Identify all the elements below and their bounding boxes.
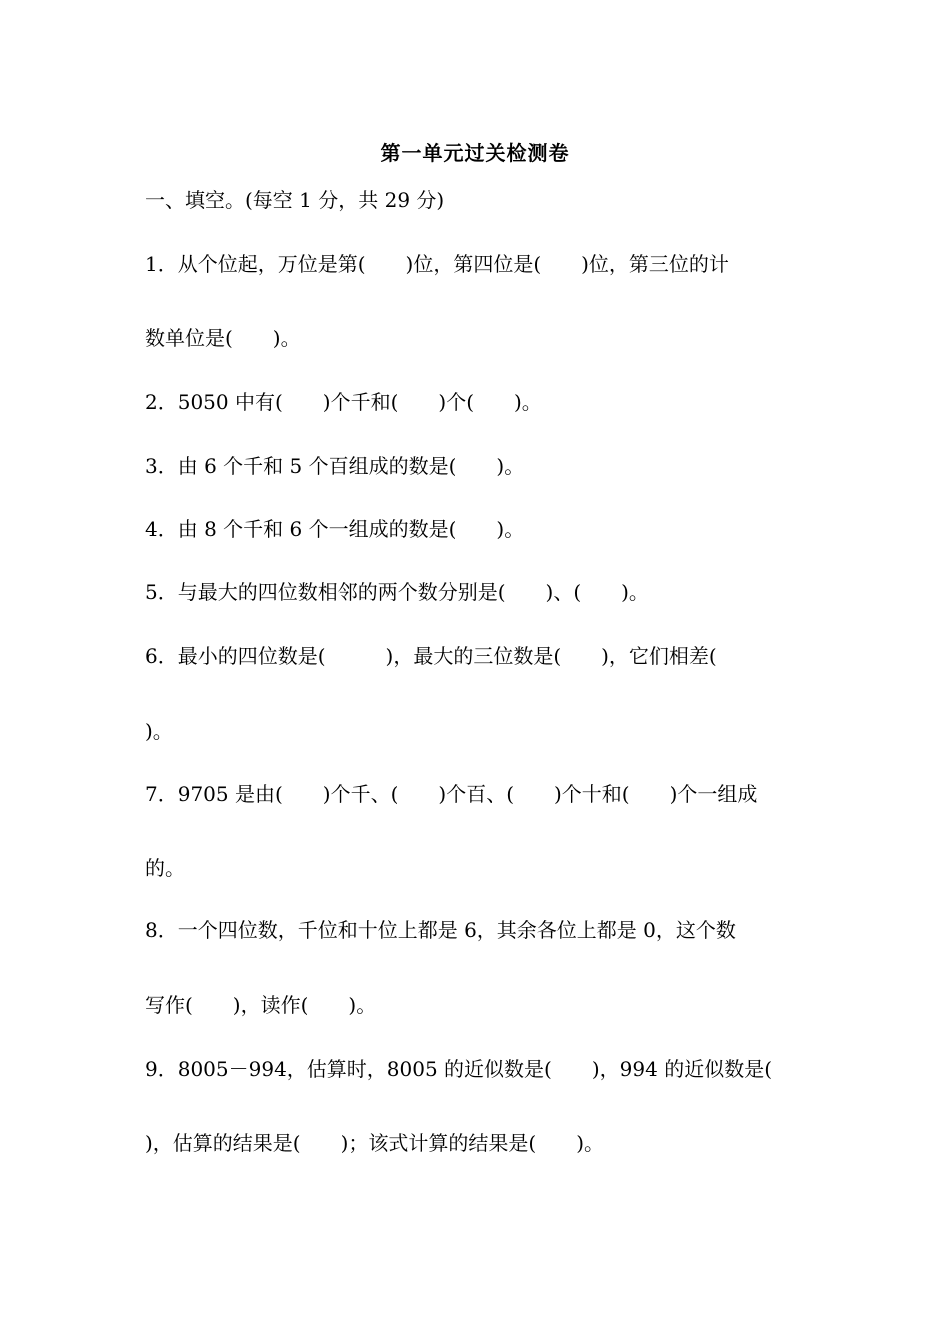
page-title: 第一单元过关检测卷 xyxy=(380,141,570,165)
question-8-line-1: 8．一个四位数，千位和十位上都是 6，其余各位上都是 0，这个数 xyxy=(145,918,736,942)
section-heading: 一、填空。(每空 1 分，共 29 分) xyxy=(145,188,445,212)
question-9-line-2: )，估算的结果是( )；该式计算的结果是( )。 xyxy=(145,1131,605,1155)
question-3: 3．由 6 个千和 5 个百组成的数是( )。 xyxy=(145,454,525,478)
question-6-line-2: )。 xyxy=(145,719,173,743)
question-5: 5．与最大的四位数相邻的两个数分别是( )、( )。 xyxy=(145,580,649,604)
question-6-line-1: 6．最小的四位数是( )，最大的三位数是( )，它们相差( xyxy=(145,644,717,668)
question-2: 2．5050 中有( )个千和( )个( )。 xyxy=(145,390,542,414)
question-1-line-2: 数单位是( )。 xyxy=(145,326,301,350)
question-8-line-2: 写作( )，读作( )。 xyxy=(145,993,377,1017)
question-7-line-2: 的。 xyxy=(145,856,185,880)
question-1-line-1: 1．从个位起，万位是第( )位，第四位是( )位，第三位的计 xyxy=(145,252,729,276)
question-9-line-1: 9．8005－994，估算时，8005 的近似数是( )，994 的近似数是( xyxy=(145,1057,772,1081)
question-7-line-1: 7．9705 是由( )个千、( )个百、( )个十和( )个一组成 xyxy=(145,782,758,806)
question-4: 4．由 8 个千和 6 个一组成的数是( )。 xyxy=(145,517,525,541)
